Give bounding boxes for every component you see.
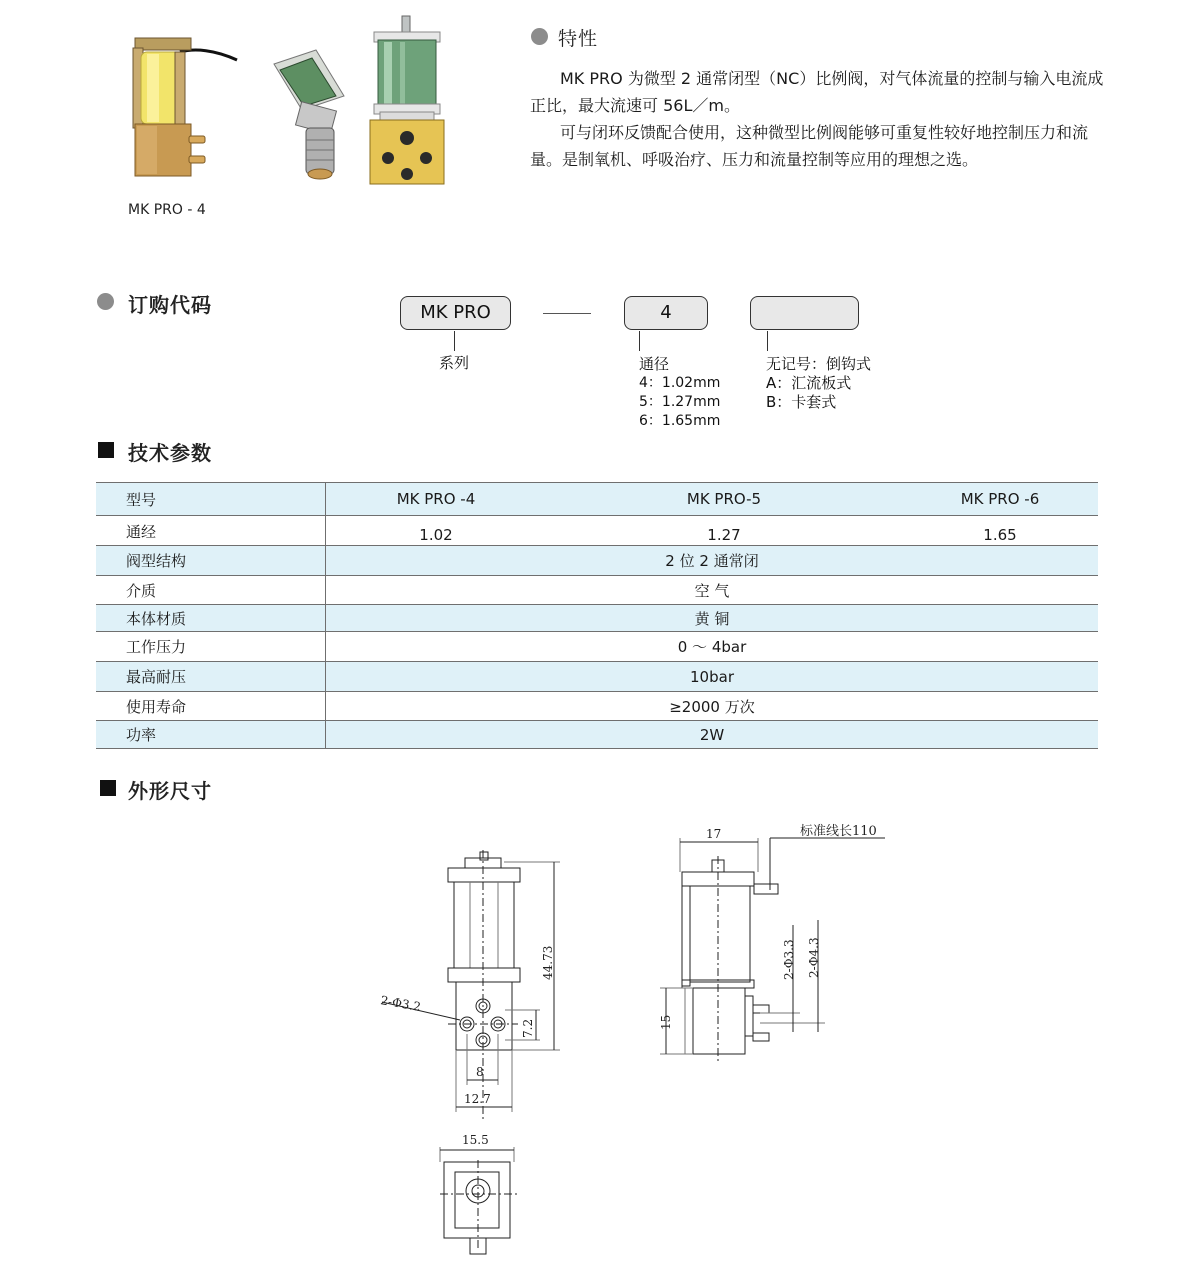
row-label: 使用寿命 bbox=[96, 692, 326, 721]
row-label: 阀型结构 bbox=[96, 546, 326, 576]
diameter-value-3: 1.65 bbox=[902, 516, 1098, 546]
row-value: ≥2000 万次 bbox=[326, 692, 1099, 721]
table-row bbox=[96, 605, 1098, 632]
series-label: 系列 bbox=[439, 354, 470, 372]
features-bullet-icon bbox=[531, 28, 548, 45]
table-row bbox=[96, 516, 1098, 546]
row-label: 工作压力 bbox=[96, 632, 326, 662]
code-separator bbox=[543, 313, 591, 314]
specs-table bbox=[96, 482, 1098, 749]
row-label: 最高耐压 bbox=[96, 662, 326, 692]
diameter-row-label: 通经 bbox=[96, 516, 326, 546]
product-photo-manifold bbox=[366, 14, 448, 186]
type-option-a: A：汇流板式 bbox=[766, 374, 852, 392]
front-vpitch-dim: 7.2 bbox=[521, 1018, 535, 1038]
type-label: 无记号：倒钩式 bbox=[766, 355, 872, 373]
row-value: 2 位 2 通常闭 bbox=[326, 546, 1099, 576]
diameter-value-1: 1.02 bbox=[326, 516, 547, 546]
front-view bbox=[382, 850, 560, 1122]
product-photo-mk-pro-4 bbox=[125, 30, 240, 185]
row-value: 0 ～ 4bar bbox=[326, 632, 1099, 662]
features-title: 特性 bbox=[558, 28, 599, 50]
table-row bbox=[96, 546, 1098, 576]
order-code-title: 订购代码 bbox=[128, 293, 212, 317]
diameter-label: 通径 bbox=[639, 355, 670, 373]
row-label: 功率 bbox=[96, 721, 326, 749]
series-tick bbox=[454, 331, 455, 351]
diameter-option-6: 6：1.65mm bbox=[639, 413, 721, 429]
row-value: 空 气 bbox=[326, 576, 1099, 605]
diameter-value-2: 1.27 bbox=[546, 516, 902, 546]
front-hole-dim: 2-Φ3.2 bbox=[379, 993, 422, 1015]
table-row bbox=[96, 632, 1098, 662]
diameter-code-box: 4 bbox=[624, 296, 708, 330]
type-option-b: B：卡套式 bbox=[766, 393, 837, 411]
side-port-b-dim: 2-Φ4.3 bbox=[807, 937, 821, 978]
dimension-drawings bbox=[360, 810, 920, 1260]
diameter-tick bbox=[639, 331, 640, 351]
type-tick bbox=[767, 331, 768, 351]
diameter-option-5: 5：1.27mm bbox=[639, 394, 721, 410]
row-label: 本体材质 bbox=[96, 605, 326, 632]
bottom-view bbox=[440, 1147, 520, 1254]
product-photo-round-connector bbox=[268, 44, 368, 182]
side-width-dim: 17 bbox=[706, 827, 722, 841]
front-height-dim: 44.73 bbox=[541, 945, 555, 980]
table-row bbox=[96, 692, 1098, 721]
specs-square-icon bbox=[98, 442, 114, 458]
series-code-box: MK PRO bbox=[400, 296, 511, 330]
table-header-row bbox=[96, 483, 1098, 516]
table-row bbox=[96, 662, 1098, 692]
header-col-1: MK PRO -4 bbox=[326, 483, 547, 516]
row-label: 介质 bbox=[96, 576, 326, 605]
header-col-3: MK PRO -6 bbox=[902, 483, 1098, 516]
row-value: 2W bbox=[326, 721, 1099, 749]
side-base-dim: 15 bbox=[659, 1014, 673, 1030]
table-row bbox=[96, 721, 1098, 749]
dimensions-title: 外形尺寸 bbox=[128, 779, 212, 803]
row-value: 10bar bbox=[326, 662, 1099, 692]
side-view bbox=[660, 838, 885, 1062]
side-port-a-dim: 2-Φ3.3 bbox=[782, 939, 796, 980]
specs-title: 技术参数 bbox=[128, 441, 212, 465]
product-caption: MK PRO - 4 bbox=[128, 202, 206, 218]
features-paragraph-1: MK PRO 为微型 2 通常闭型（NC）比例阀，对气体流量的控制与输入电流成正比，最大流速可 56L／m。 bbox=[530, 69, 1104, 115]
bottom-width-dim: 15.5 bbox=[462, 1133, 489, 1147]
header-label: 型号 bbox=[96, 483, 326, 516]
order-code-bullet-icon bbox=[97, 293, 114, 310]
row-value: 黄 铜 bbox=[326, 605, 1099, 632]
table-row bbox=[96, 576, 1098, 605]
dimensions-square-icon bbox=[100, 780, 116, 796]
front-width-dim: 12.7 bbox=[464, 1092, 491, 1106]
front-hpitch-dim: 8 bbox=[476, 1065, 484, 1079]
diameter-option-4: 4：1.02mm bbox=[639, 375, 721, 391]
header-col-2: MK PRO-5 bbox=[546, 483, 902, 516]
type-code-box bbox=[750, 296, 859, 330]
features-paragraph-2: 可与闭环反馈配合使用，这种微型比例阀能够可重复性较好地控制压力和流量。是制氧机、呼吸治疗、压力和流量控制等应用的理想之选。 bbox=[530, 123, 1089, 169]
side-wire-dim: 标准线长110 bbox=[800, 824, 877, 839]
